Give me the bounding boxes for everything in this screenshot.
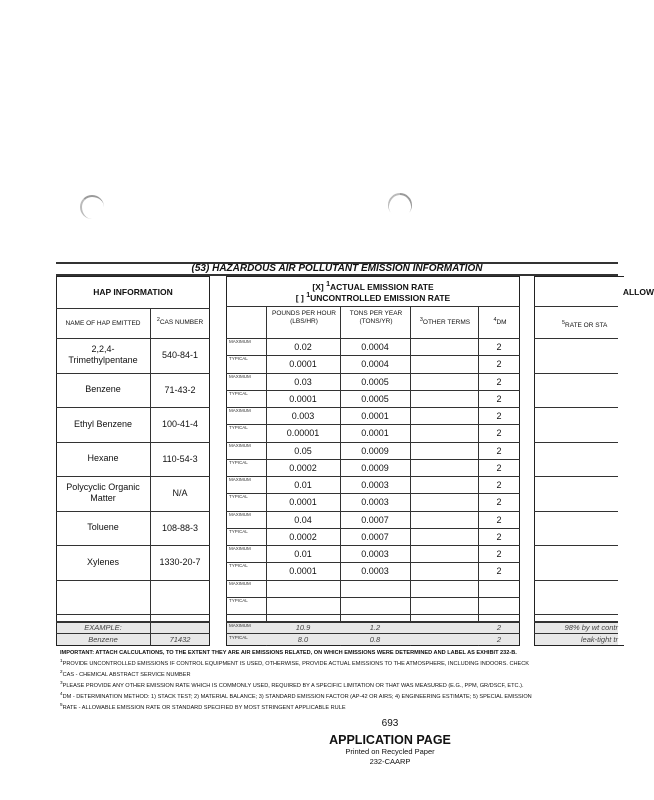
- row-rule-left: [56, 511, 210, 512]
- actual-checkbox[interactable]: [X]: [312, 281, 324, 292]
- hap-name: Polycyclic Organic Matter: [66, 482, 140, 504]
- cas-number: 110-54-3: [162, 453, 198, 464]
- hap-name: Ethyl Benzene: [73, 418, 133, 429]
- value-typ-pph: 0.0001: [289, 359, 317, 370]
- example-mid-rule-mid: [226, 633, 520, 634]
- example-typ-tpy: 0.8: [369, 635, 381, 644]
- hap-colhead-rule: [56, 338, 210, 339]
- row-split: [226, 459, 520, 460]
- value-max-dm: 2: [496, 376, 502, 387]
- value-max-tpy: 0.0004: [361, 342, 389, 352]
- cas-number: [150, 583, 210, 612]
- hap-name: Benzene: [85, 384, 121, 395]
- hap-name: 2,2,4-Trimethylpentane: [68, 344, 138, 366]
- value-max-dm: 2: [496, 342, 502, 352]
- row-split: [226, 355, 520, 356]
- typical-label: TYPICAL: [229, 356, 248, 362]
- row-rule-right: [534, 407, 618, 408]
- row-split: [226, 597, 520, 598]
- value-typ-dm: 2: [496, 531, 502, 542]
- emission-header-rule: [226, 306, 520, 307]
- hap-name: Toluene: [87, 522, 119, 533]
- row-rule-mid: [226, 580, 520, 581]
- hap-name: Hexane: [87, 453, 119, 464]
- value-max-dm: 2: [496, 514, 502, 525]
- hap-info-header: HAP INFORMATION: [93, 287, 173, 297]
- row-rule-left: [56, 476, 210, 477]
- footnotes: [60, 650, 618, 713]
- value-typ-pph: 0.0001: [289, 566, 317, 577]
- value-typ-pph: 0.0002: [289, 462, 317, 473]
- row-rule-left: [56, 614, 210, 615]
- page-number: 693: [381, 718, 399, 729]
- example-mid-rule-right: [534, 633, 618, 634]
- row-rule-left: [56, 580, 210, 581]
- value-max-tpy: 0.0003: [361, 480, 389, 490]
- col-pph-header: POUNDS PER HOUR (LBS/HR): [272, 310, 336, 325]
- uncontrolled-label: UNCONTROLLED EMISSION RATE: [310, 292, 451, 303]
- footnote-5: $^5$RATE - ALLOWABLE EMISSION RATE OR STANDARD SPECIFIED BY MOST STRINGENT APPLICABLE RULE: [60, 702, 346, 712]
- typical-label: TYPICAL: [229, 494, 248, 500]
- row-rule-right: [534, 614, 618, 615]
- row-split: [226, 562, 520, 563]
- cas-number: 108-88-3: [161, 522, 199, 533]
- example-typ-pph: 8.0: [297, 635, 309, 644]
- value-max-pph: 0.04: [294, 514, 312, 525]
- example-label: EXAMPLE:: [84, 623, 122, 632]
- row-rule-mid: [226, 407, 520, 408]
- col-other-header: $^3$OTHER TERMS: [419, 317, 471, 327]
- typical-label: TYPICAL: [229, 597, 248, 603]
- value-max-tpy: 0.0005: [361, 376, 389, 387]
- example-name: Benzene: [88, 635, 118, 644]
- example-max-label: MAXIMUM: [229, 623, 251, 628]
- footnote-2: $^2$CAS - CHEMICAL ABSTRACT SERVICE NUMBER: [60, 669, 191, 679]
- row-rule-left: [56, 442, 210, 443]
- emission-colhead-rule: [226, 338, 520, 339]
- value-typ-tpy: 0.0001: [361, 428, 389, 439]
- value-max-tpy: 0.0009: [361, 445, 389, 456]
- value-typ-tpy: 0.0003: [361, 566, 389, 577]
- value-max-tpy: 0.0007: [361, 514, 389, 525]
- hap-name: Xylenes: [86, 556, 120, 567]
- value-typ-dm: 2: [496, 566, 502, 577]
- col-name-header: NAME OF HAP EMITTED: [65, 320, 141, 327]
- row-split: [226, 390, 520, 391]
- row-rule-mid: [226, 442, 520, 443]
- max-label: MAXIMUM: [229, 511, 251, 517]
- example-max-tpy: 1.2: [369, 623, 381, 632]
- cas-number: 540-84-1: [161, 350, 199, 361]
- cas-number: 100-41-4: [161, 419, 199, 430]
- footnote-4: $^4$DM - DETERMINATION METHOD: 1) STACK TEST; 2) MATERIAL BALANCE; 3) STANDARD EMISSION FACTOR (AP-42 OR AIRS; 4) ENGINEERING ESTIMATE; 5) SPECIAL EMISSION: [60, 691, 532, 701]
- value-typ-dm: 2: [496, 359, 502, 370]
- value-max-dm: 2: [496, 480, 502, 490]
- row-rule-mid: [226, 511, 520, 512]
- col-dm-header: $^4$DM: [493, 317, 507, 327]
- col-rate-header: $^5$RATE OR STA: [562, 320, 608, 330]
- value-max-pph: 0.03: [294, 376, 312, 387]
- typical-label: TYPICAL: [229, 459, 248, 465]
- value-max-pph: 0.05: [294, 445, 312, 456]
- typical-label: TYPICAL: [229, 528, 248, 534]
- row-rule-left: [56, 373, 210, 374]
- value-typ-tpy: 0.0004: [361, 359, 389, 370]
- max-label: MAXIMUM: [229, 442, 251, 448]
- allow-colhead-rule: [534, 338, 618, 339]
- row-rule-right: [534, 580, 618, 581]
- cas-number: 1330-20-7: [159, 557, 201, 568]
- value-typ-pph: 0.0001: [289, 497, 317, 508]
- example-mid-rule-left: [56, 633, 210, 634]
- row-rule-left: [56, 545, 210, 546]
- uncontrolled-emission-option[interactable]: [ ] $^1$UNCONTROLLED EMISSION RATE: [295, 291, 451, 303]
- row-rule-mid: [226, 373, 520, 374]
- page-title: APPLICATION PAGE: [329, 733, 451, 747]
- row-rule-right: [534, 373, 618, 374]
- value-max-dm: 2: [496, 411, 502, 421]
- cas-number: N/A: [172, 488, 188, 499]
- example-typ-label: TYPICAL: [229, 635, 248, 640]
- col-tpy-header: TONS PER YEAR (TONS/YR): [349, 310, 403, 325]
- punch-hole-left: [80, 195, 104, 219]
- value-typ-tpy: 0.0003: [361, 497, 389, 508]
- row-rule-right: [534, 545, 618, 546]
- example-max-dm: 2: [496, 623, 502, 632]
- value-typ-tpy: 0.0009: [361, 462, 389, 473]
- value-typ-dm: 2: [496, 393, 502, 404]
- form-number: 232-CAARP: [369, 757, 411, 766]
- value-typ-pph: 0.0001: [289, 393, 317, 404]
- emission-rate-table: [226, 276, 520, 646]
- row-split: [226, 528, 520, 529]
- row-rule-right: [534, 442, 618, 443]
- value-max-tpy: 0.0001: [361, 411, 389, 421]
- hap-header-rule: [56, 308, 210, 309]
- value-max-pph: 0.01: [294, 549, 312, 559]
- cas-number: 71-43-2: [164, 384, 196, 395]
- value-typ-dm: 2: [496, 462, 502, 473]
- col-cas-header: $^2$CAS NUMBER: [156, 317, 204, 327]
- value-max-dm: 2: [496, 445, 502, 456]
- row-rule-right: [534, 476, 618, 477]
- punch-hole-right: [383, 188, 417, 222]
- value-max-pph: 0.02: [294, 342, 312, 352]
- printed-note: Printed on Recycled Paper: [345, 747, 435, 756]
- value-max-dm: 2: [496, 549, 502, 559]
- example-typ-dm: 2: [496, 635, 502, 644]
- footnote-important: IMPORTANT: ATTACH CALCULATIONS, TO THE EXTENT THEY ARE AIR EMISSIONS RELATED, ON WHICH EMISSIONS WERE DETERMINED AND LABEL AS EXHIBIT 232-B.: [60, 650, 517, 656]
- value-typ-tpy: 0.0007: [361, 531, 389, 542]
- example-allow-2: leak-tight tr: [580, 635, 618, 644]
- allowable-table: [534, 276, 624, 646]
- row-rule-right: [534, 511, 618, 512]
- value-max-pph: 0.01: [294, 480, 312, 490]
- row-rule-mid: [226, 545, 520, 546]
- allow-header-rule: [534, 306, 618, 307]
- value-typ-pph: 0.00001: [286, 428, 320, 439]
- row-split: [226, 493, 520, 494]
- value-typ-tpy: 0.0005: [361, 393, 389, 404]
- row-rule-mid: [226, 614, 520, 615]
- uncontrolled-checkbox[interactable]: [ ]: [295, 292, 304, 303]
- max-label: MAXIMUM: [229, 546, 251, 551]
- actual-emission-option[interactable]: [X] $^1$ACTUAL EMISSION RATE: [312, 280, 434, 292]
- max-label: MAXIMUM: [229, 477, 251, 482]
- allowable-header: ALLOW: [622, 287, 654, 297]
- value-typ-dm: 2: [496, 428, 502, 439]
- hap-name: [58, 583, 148, 612]
- typical-label: TYPICAL: [229, 425, 248, 431]
- footnote-3: $^3$PLEASE PROVIDE ANY OTHER EMISSION RATE WHICH IS COMMONLY USED, REQUIRED BY A SPECIFIC LIMITATION OR THAT WAS MEASURED (E.G., PPM, GR/DSCF, ETC.).: [60, 680, 524, 690]
- row-rule-mid: [226, 476, 520, 477]
- example-cas: 71432: [169, 635, 191, 644]
- example-max-pph: 10.9: [295, 623, 311, 632]
- actual-label: ACTUAL EMISSION RATE: [330, 281, 434, 292]
- max-label: MAXIMUM: [229, 408, 251, 413]
- max-label: MAXIMUM: [229, 373, 251, 379]
- value-typ-dm: 2: [496, 497, 502, 508]
- typical-label: TYPICAL: [229, 390, 248, 396]
- typical-label: TYPICAL: [229, 563, 248, 569]
- row-rule-left: [56, 407, 210, 408]
- max-label: MAXIMUM: [229, 339, 251, 344]
- example-allow-1: 98% by wt contr: [564, 623, 618, 632]
- value-typ-pph: 0.0002: [289, 531, 317, 542]
- footnote-1: $^1$PROVIDE UNCONTROLLED EMISSIONS IF CONTROL EQUIPMENT IS USED, OTHERWISE, PROVIDE ACTUAL EMISSIONS TO THE ATMOSPHERE, INCLUDING INDOORS. CHECK: [60, 658, 530, 668]
- value-max-tpy: 0.0003: [361, 549, 389, 559]
- value-max-pph: 0.003: [291, 411, 315, 421]
- section-title: (53) HAZARDOUS AIR POLLUTANT EMISSION INFORMATION: [191, 263, 483, 274]
- row-split: [226, 424, 520, 425]
- max-label: MAXIMUM: [229, 580, 251, 586]
